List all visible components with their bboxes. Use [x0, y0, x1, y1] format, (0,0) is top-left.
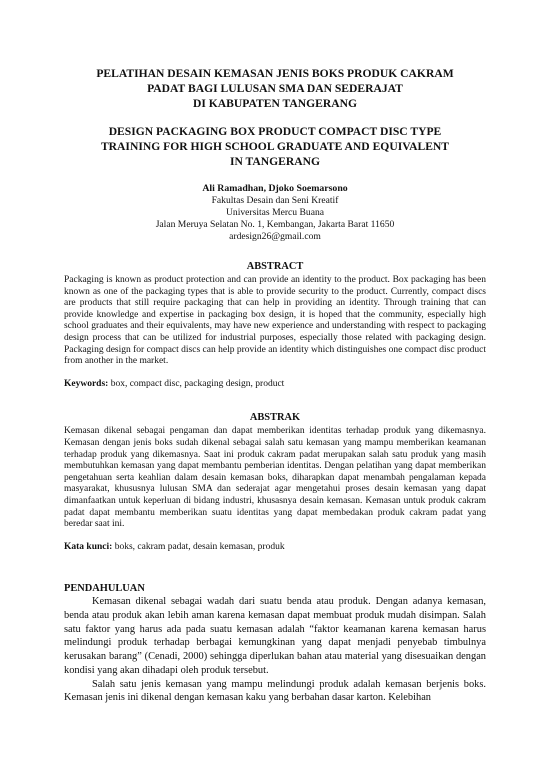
affiliation-email: ardesign26@gmail.com	[229, 231, 321, 242]
title-en-line: IN TANGERANG	[229, 155, 321, 168]
title-id-line: DI KABUPATEN TANGERANG	[192, 97, 358, 110]
intro-paragraph-2: Salah satu jenis kemasan yang mampu melindungi produk adalah kemasan berjenis boks. Kemasan jenis ini dikenal dengan kemasan kaku yang berbahan dasar karton. Kelebihan	[64, 678, 486, 704]
abstrak-text: Kemasan dikenal sebagai pengaman dan dapat memberikan identitas terhadap produk yang dikemasnya. Kemasan dengan jenis boks sudah dikenal sebagai salah satu kemasan yang mampu memberikan keamanan terhadap produk yang dikemasnya. Saat ini produk cakram padat merupakan salah satu produk yang masih membutuhkan kemasan yang dapat membantu pemberian identitas. Dengan pelatihan yang dapat memberikan pengetahuan serta keahlian dalam desain kemasan boks, diharapkan dapat menambah pengalaman kepada masyarakat, khususnya lulusan SMA dan sederajat agar mengetahui proses desain kemasan yang dapat dimanfaatkan untuk keperluan di bidang industri, khusasnya desain kemasan. Kemasan untuk produk cakram padat dapat membantu memberikan suatu identitas yang dapat membedakan produk cakram padat yang beredar saat ini.	[64, 426, 486, 530]
kata-kunci	[64, 542, 486, 554]
title-en-line: TRAINING FOR HIGH SCHOOL GRADUATE AND EQUIVALENT	[100, 140, 450, 153]
kata-kunci-list: boks, cakram padat, desain kemasan, produk	[112, 541, 285, 552]
authors: Ali Ramadhan, Djoko Soemarsono	[202, 183, 348, 194]
affiliation	[64, 195, 486, 243]
affiliation-faculty: Fakultas Desain dan Seni Kreatif	[211, 195, 339, 206]
abstract-heading: ABSTRACT	[246, 261, 304, 272]
intro-paragraph-1: Kemasan dikenal sebagai wadah dari suatu benda atau produk. Dengan adanya kemasan, benda atau produk akan lebih aman karena kemasan dapat membuat produk mudah disimpan. Salah satu faktor yang harus ada pada suatu kemasan adalah “faktor keamanan karena kemasan harus melindungi produk terhadap berbagai kemungkinan yang dapat menjadi penyebab timbulnya kerusakan barang” (Cenadi, 2000) sehingga diperlukan bahan atau material yang disesuaikan dengan kondisi yang akan dihadapi oleh produk tersebut.	[64, 596, 486, 676]
abstract-text: Packaging is known as product protection and can provide an identity to the product. Box packaging has been known as one of the packaging types that is able to provide security to the product. Currently, compact discs are products that still require packaging that can help in providing an identity. Through training that can provide knowledge and expertise in packaging box design, it is hoped that the community, especially high school graduates and their equivalents, may have new experience and understanding with respect to packaging design process that can be utilized for industrial purposes, especially those related with packaging design. Packaging design for compact discs can help provide an identity which distinguishes one compact disc product from another in the market.	[64, 275, 486, 367]
kata-kunci-label: Kata kunci:	[64, 541, 113, 552]
title-english	[64, 124, 486, 169]
title-id-line: PADAT BAGI LULUSAN SMA DAN SEDERAJAT	[147, 82, 403, 95]
title-en-line: DESIGN PACKAGING BOX PRODUCT COMPACT DISC TYPE	[108, 125, 442, 138]
title-id-line: PELATIHAN DESAIN KEMASAN JENIS BOKS PRODUK CAKRAM	[96, 67, 454, 80]
affiliation-university: Universitas Mercu Buana	[225, 207, 325, 218]
keywords-label: Keywords:	[64, 378, 109, 389]
abstrak-heading: ABSTRAK	[249, 412, 301, 424]
intro-heading: PENDAHULUAN	[64, 583, 145, 595]
keywords	[64, 379, 486, 391]
keywords-list: box, compact disc, packaging design, product	[108, 378, 285, 389]
title-indonesian	[64, 66, 486, 111]
affiliation-address: Jalan Meruya Selatan No. 1, Kembangan, Jakarta Barat 11650	[155, 219, 395, 230]
